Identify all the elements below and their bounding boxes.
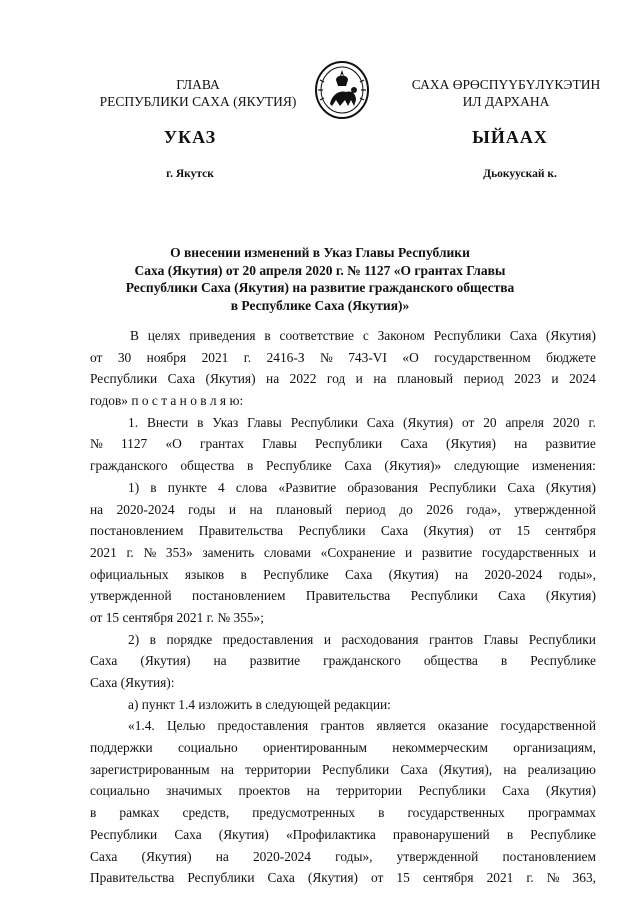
document-title [100, 244, 540, 314]
body-line: № 1127 «О грантах Главы Республики Саха (Якутия) на развитие [90, 436, 596, 452]
city-sah: Дьокуускай к. [483, 168, 557, 180]
decree-label-ru: УКАЗ [163, 127, 217, 147]
issuer-left-line2: РЕСПУБЛИКИ САХА (ЯКУТИЯ) [99, 94, 297, 109]
issuer-left-line1: ГЛАВА [176, 77, 220, 92]
body-line: Саха (Якутия) на развитие гражданского общества в Республике [90, 653, 596, 669]
body-line: поддержки социально ориентированным некоммерческим организациям, [90, 740, 596, 756]
title-line: Саха (Якутия) от 20 апреля 2020 г. № 1127 «О грантах Главы [134, 262, 506, 278]
issuer-right [394, 76, 618, 110]
body-line: утвержденной постановлением Правительства Республики Саха (Якутия) [90, 588, 596, 604]
body-line: Правительства Республики Саха (Якутия) от 15 сентября 2021 г. № 363, [90, 870, 596, 886]
document-body [90, 325, 596, 889]
body-line: 1. Внести в Указ Главы Республики Саха (Якутия) от 20 апреля 2020 г. [128, 414, 596, 430]
body-line: от 30 ноября 2021 г. 2416-З № 743-VI «О государственном бюджете [90, 349, 596, 365]
body-line: постановлением Правительства Республики Саха (Якутия) от 15 сентября [90, 523, 596, 539]
body-line: Республики Саха (Якутия) на 2022 год и на плановый период 2023 и 2024 [90, 371, 596, 387]
body-line: 2021 г. № 353» заменить словами «Сохранение и развитие государственных и [90, 544, 596, 560]
title-line: Республики Саха (Якутия) на развитие гражданского общества [125, 280, 515, 295]
body-line: годов» п о с т а н о в л я ю: [90, 393, 244, 409]
body-line: в рамках средств, предусмотренных в государственных программах [90, 805, 596, 821]
issuer-right-line2: ИЛ ДАРХАНА [462, 94, 550, 109]
body-line: Саха (Якутия): [90, 675, 175, 690]
body-line: В целях приведения в соответствие с Законом Республики Саха (Якутия) [130, 328, 596, 343]
body-line: Саха (Якутия) на 2020-2024 годы», утвержденной постановлением [90, 848, 596, 864]
issuer-right-line1: САХА ӨРӨСПҮҮБҮЛҮКЭТИН [411, 77, 601, 92]
coat-of-arms-icon [314, 60, 370, 120]
body-line: социально значимых проектов на территории Республики Саха (Якутия) [90, 783, 596, 799]
body-line: 2) в порядке предоставления и расходования грантов Главы Республики [128, 631, 596, 647]
body-line: Республики Саха (Якутия) «Профилактика правонарушений в Республике [90, 826, 596, 842]
city-ru: г. Якутск [166, 168, 214, 180]
decree-label-sah: ЫЙААХ [472, 127, 548, 147]
title-line: О внесении изменений в Указ Главы Республики [170, 245, 470, 260]
body-line: зарегистрированным на территории Республики Саха (Якутия), на реализацию [90, 761, 596, 777]
issuer-left [80, 76, 316, 110]
body-line: от 15 сентября 2021 г. № 355»; [90, 609, 264, 625]
body-line: на 2020-2024 годы и на плановый период до 2026 года», утвержденной [90, 501, 596, 517]
title-line: в Республике Саха (Якутия)» [230, 297, 410, 313]
body-line: гражданского общества в Республике Саха (Якутия)» следующие изменения: [90, 458, 596, 474]
body-line: официальных языков в Республике Саха (Якутия) на 2020-2024 годы», [90, 566, 596, 582]
body-line: а) пункт 1.4 изложить в следующей редакции: [128, 696, 391, 712]
body-line: 1) в пункте 4 слова «Развитие образования Республики Саха (Якутия) [128, 479, 596, 495]
body-line: «1.4. Целью предоставления грантов является оказание государственной [128, 718, 596, 734]
